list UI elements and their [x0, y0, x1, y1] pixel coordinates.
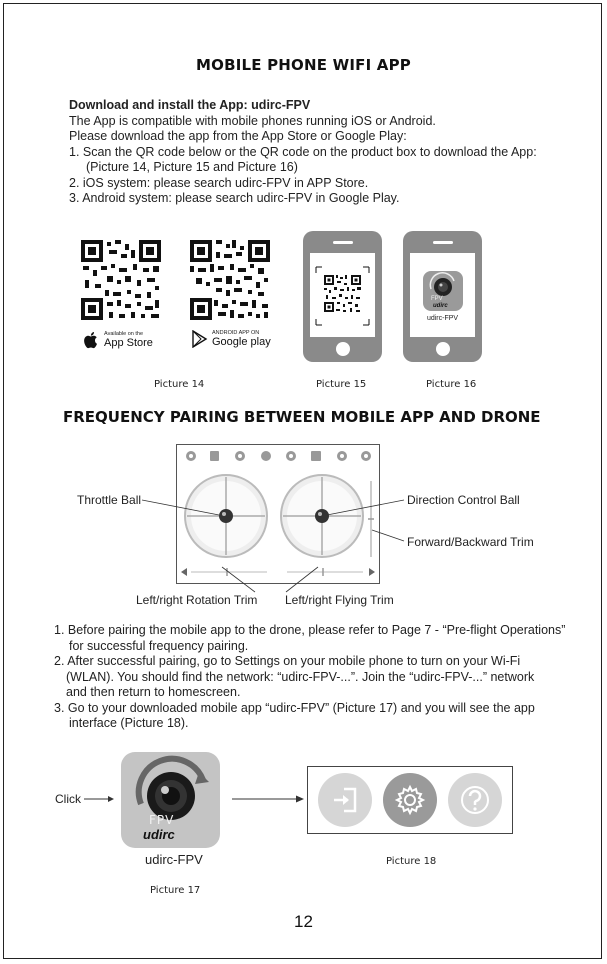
pairing-line: for successful frequency pairing.	[69, 638, 249, 653]
settings-button[interactable]	[383, 773, 437, 827]
download-line: 3. Android system: please search udirc-FPV in Google Play.	[69, 191, 400, 205]
label-forward-backward-trim: Forward/Backward Trim	[407, 535, 534, 549]
pairing-line: 3. Go to your downloaded mobile app “udirc-FPV” (Picture 17) and you will see the app	[54, 700, 535, 715]
caption-picture-16: Picture 16	[426, 379, 477, 390]
google-play-big-text: Google play	[212, 336, 271, 348]
download-heading: Download and install the App: udirc-FPV	[69, 98, 311, 112]
phone-picture-15	[303, 231, 382, 362]
l-mode-icon	[261, 451, 271, 461]
phone-speaker	[333, 241, 353, 244]
phone-screen	[410, 253, 475, 337]
throttle-joystick[interactable]	[183, 473, 269, 559]
fpv-text: FPV	[149, 813, 175, 827]
app-store-badge[interactable]	[82, 330, 153, 350]
label-rotation-trim: Left/right Rotation Trim	[136, 593, 258, 607]
click-arrow-icon	[84, 793, 114, 805]
controller-interface	[176, 444, 380, 584]
app-store-big-text: App Store	[104, 337, 153, 349]
direction-joystick[interactable]	[279, 473, 365, 559]
download-line: The App is compatible with mobile phones running iOS or Android.	[69, 113, 436, 128]
camera-lens-icon	[121, 752, 220, 848]
qr-code-android[interactable]	[190, 240, 270, 320]
phone-speaker	[433, 241, 453, 244]
app-store-small-text: Available on the	[104, 331, 144, 337]
phone-screen	[310, 253, 375, 337]
click-label: Click	[55, 792, 81, 806]
brand-text: udirc	[433, 303, 448, 309]
download-line: 2. iOS system: please search udirc-FPV in APP Store.	[69, 175, 369, 190]
enter-button[interactable]	[318, 773, 372, 827]
google-play-icon	[192, 330, 208, 348]
phone-app-label: udirc-FPV	[426, 315, 459, 322]
toolbar-icons	[177, 449, 379, 463]
help-question-icon	[459, 784, 491, 816]
phone-home-button	[436, 342, 450, 356]
video-icon	[311, 451, 321, 461]
qr-code-ios[interactable]	[81, 240, 161, 320]
udirc-fpv-app-icon[interactable]	[121, 752, 220, 848]
page-number: 12	[294, 912, 313, 931]
udirc-app-icon-small[interactable]	[423, 271, 463, 311]
fpv-text: FPV	[431, 296, 443, 302]
caption-picture-17: Picture 17	[150, 885, 201, 896]
caption-picture-15: Picture 15	[316, 379, 367, 390]
download-line: (Picture 14, Picture 15 and Picture 16)	[86, 160, 298, 174]
app-name-label: udirc-FPV	[145, 852, 203, 867]
pairing-line: 2. After successful pairing, go to Settings on your mobile phone to turn on your Wi-Fi	[54, 654, 521, 668]
camera-lens-icon	[423, 271, 463, 311]
pairing-line: and then return to homescreen.	[66, 685, 241, 699]
settings-gear-icon	[394, 784, 426, 816]
phone-picture-16	[403, 231, 482, 362]
folder-icon	[210, 451, 219, 461]
download-section	[69, 98, 569, 207]
download-line: 1. Scan the QR code below or the QR code on the product box to download the App:	[69, 144, 537, 159]
pairing-line: interface (Picture 18).	[69, 716, 189, 730]
download-line: Please download the app from the App Store or Google Play:	[69, 129, 407, 143]
pairing-line: (WLAN). You should find the network: “udirc-FPV-...”. Join the “udirc-FPV-...” network	[66, 669, 535, 684]
help-button[interactable]	[448, 773, 502, 827]
google-play-small-text: ANDROID APP ON	[212, 330, 260, 336]
brand-text: udirc	[143, 827, 175, 842]
apple-icon	[82, 330, 100, 350]
label-flying-trim: Left/right Flying Trim	[285, 593, 394, 607]
pairing-heading: FREQUENCY PAIRING BETWEEN MOBILE APP AND DRONE	[63, 408, 541, 426]
throttle-ball	[219, 509, 233, 523]
qr-code-on-phone	[310, 253, 375, 337]
label-throttle-ball: Throttle Ball	[77, 493, 142, 507]
horizontal-trim-sliders[interactable]	[177, 565, 379, 579]
label-direction-control-ball: Direction Control Ball	[407, 493, 520, 507]
enter-icon	[330, 785, 360, 815]
arrow-right-icon	[232, 793, 304, 805]
left-arrow-icon	[181, 568, 187, 576]
google-play-badge[interactable]	[192, 330, 271, 348]
phone-home-button	[336, 342, 350, 356]
forward-backward-trim-slider[interactable]	[367, 479, 375, 559]
caption-picture-14: Picture 14	[154, 379, 205, 390]
app-interface-panel	[307, 766, 513, 834]
right-arrow-icon	[369, 568, 375, 576]
page-title: MOBILE PHONE WIFI APP	[195, 56, 411, 74]
direction-control-ball	[315, 509, 329, 523]
pairing-line: 1. Before pairing the mobile app to the drone, please refer to Page 7 - “Pre-flight Operations”	[54, 623, 566, 637]
pairing-instructions	[54, 623, 574, 732]
caption-picture-18: Picture 18	[386, 856, 437, 867]
